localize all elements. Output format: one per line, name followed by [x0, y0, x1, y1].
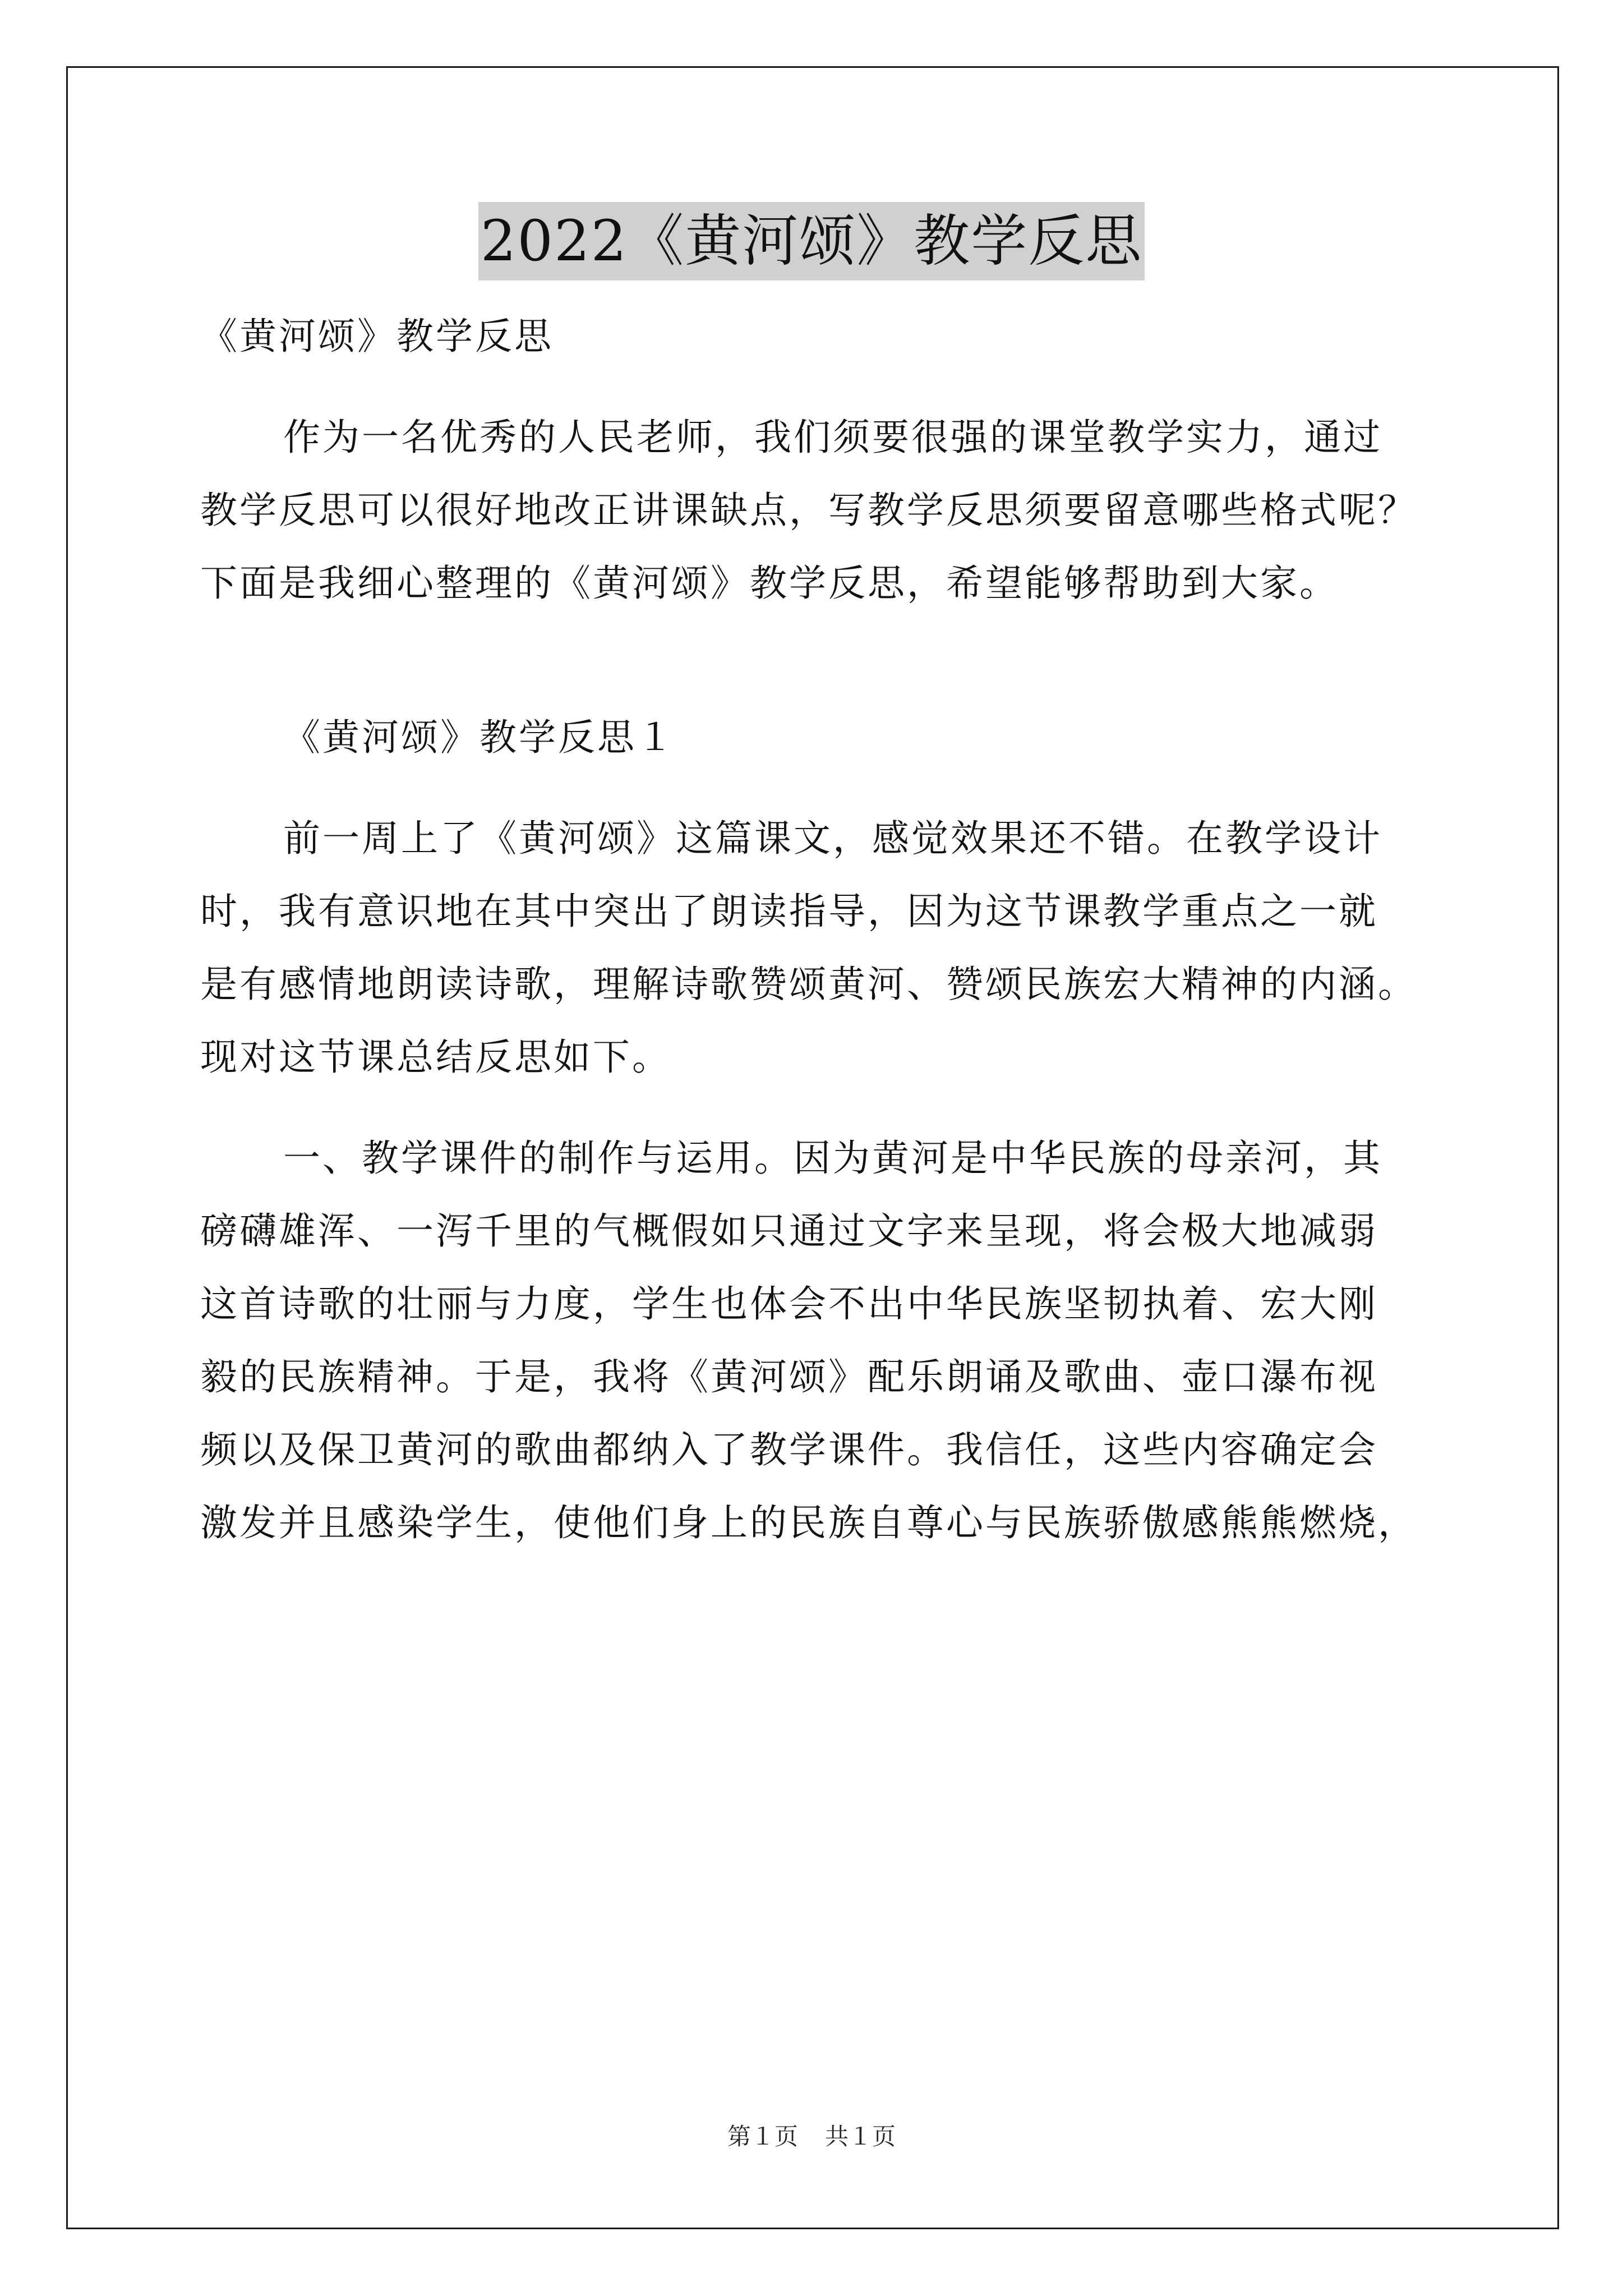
paragraph-line: 这首诗歌的壮丽与力度，学生也体会不出中华民族坚韧执着、宏大刚: [200, 1282, 1378, 1326]
paragraph-line: 是有感情地朗读诗歌，理解诗歌赞颂黄河、赞颂民族宏大精神的内涵。: [200, 963, 1417, 1006]
paragraph-line: 一、教学课件的制作与运用。因为黄河是中华民族的母亲河，其: [283, 1137, 1382, 1180]
paragraph-line: 频以及保卫黄河的歌曲都纳入了教学课件。我信任，这些内容确定会: [200, 1428, 1378, 1471]
paragraph-line: 毅的民族精神。于是，我将《黄河颂》配乐朗诵及歌曲、壶口瀑布视: [200, 1355, 1378, 1398]
document-body: [200, 314, 1434, 1545]
paragraph-line: 现对这节课总结反思如下。: [200, 1036, 671, 1079]
page-total: 共１页: [825, 2124, 896, 2150]
title-container: [0, 202, 1623, 280]
page-current: 第１页: [727, 2124, 798, 2150]
intro-line: 下面是我细心整理的《黄河颂》教学反思，希望能够帮助到大家。: [200, 562, 1339, 605]
document-subtitle: 《黄河颂》教学反思: [200, 315, 554, 358]
page-footer: [0, 2120, 1623, 2154]
intro-line: 作为一名优秀的人民老师，我们须要很强的课堂教学实力，通过: [283, 416, 1382, 459]
paragraph-line: 激发并且感染学生，使他们身上的民族自尊心与民族骄傲感熊熊燃烧，: [200, 1501, 1417, 1544]
document-title: 2022《黄河颂》教学反思: [478, 202, 1145, 280]
paragraph-line: 前一周上了《黄河颂》这篇课文，感觉效果还不错。在教学设计: [283, 817, 1382, 860]
paragraph-line: 磅礴雄浑、一泻千里的气概假如只通过文字来呈现，将会极大地减弱: [200, 1209, 1378, 1253]
section-heading: 《黄河颂》教学反思１: [283, 716, 676, 759]
paragraph-line: 时，我有意识地在其中突出了朗读指导，因为这节课教学重点之一就: [200, 890, 1378, 933]
intro-line: 教学反思可以很好地改正讲课缺点，写教学反思须要留意哪些格式呢？: [200, 489, 1417, 532]
